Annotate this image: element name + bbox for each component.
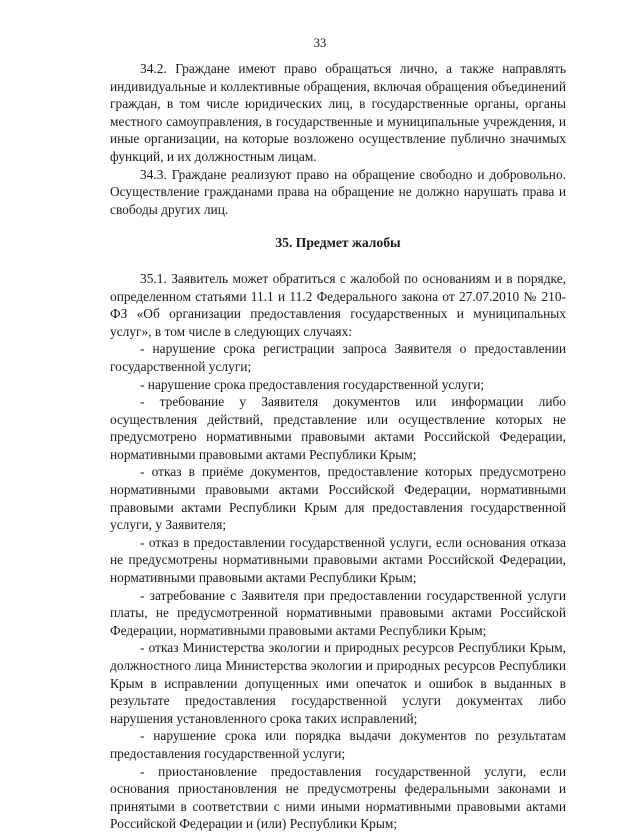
list-item: - нарушение срока или порядка выдачи документов по результатам предоставления государственной услуги; xyxy=(110,728,566,761)
list-item: - отказ в предоставлении государственной услуги, если основания отказа не предусмотрены нормативными правовыми актами Российской Федерации, нормативными правовыми актами Республики Крым; xyxy=(110,534,566,586)
list-item: - нарушение срока предоставления государственной услуги; xyxy=(140,376,485,392)
section-heading-35: 35. Предмет жалобы xyxy=(275,235,401,251)
list-item: - отказ Министерства экологии и природных ресурсов Республики Крым, должностного лица Министерства экологии и природных ресурсов Республики Крым в исправлении допущенных ими опечаток и ошибок в выданных в результате предоставления государственной услуги документах либо нарушения установленного срока таких исправлений; xyxy=(110,640,566,726)
complaint-grounds-list xyxy=(110,340,566,833)
list-item: - приостановление предоставления государственной услуги, если основания приостановления не предусмотрены федеральными законами и принятыми в соответствии с ними иными нормативными правовыми актами Российской Федерации и (или) Республики Крым; xyxy=(110,763,566,832)
paragraph-34-2: 34.2. Граждане имеют право обращаться лично, а также направлять индивидуальные и коллективные обращения, включая обращения объединений граждан, в том числе юридических лиц, в государственные органы, органы местного самоуправления, в государственные и муниципальные учреждения, и иные организации, на которые возложено осуществление публично значимых функций, и их должностным лицам. xyxy=(110,61,566,164)
list-item: - затребование с Заявителя при предоставлении государственной услуги платы, не предусмотренной нормативными правовыми актами Российской Федерации, нормативными правовыми актами Республики Крым; xyxy=(110,587,566,638)
page-content xyxy=(110,60,566,833)
paragraph-35-1: 35.1. Заявитель может обратиться с жалобой по основаниям и в порядке, определенном статьями 11.1 и 11.2 Федерального закона от 27.07.2010 № 210-ФЗ «Об организации предоставления государственных и муниципальных услуг», в том числе в следующих случаях: xyxy=(110,270,566,339)
page-number: 33 xyxy=(313,36,327,50)
list-item: - отказ в приёме документов, предоставление которых предусмотрено нормативными правовыми актами Российской Федерации, нормативными правовыми актами Республики Крым для предоставления государственной услуги, у Заявителя; xyxy=(110,464,566,533)
list-item: - требование у Заявителя документов или информации либо осуществления действий, представление или осуществление которых не предусмотрено нормативными правовыми актами Российской Федерации, нормативными правовыми актами Республики Крым; xyxy=(110,394,566,462)
paragraph-34-3: 34.3. Граждане реализуют право на обращение свободно и добровольно. Осуществление гражданами права на обращение не должно нарушать права и свободы других лиц. xyxy=(110,166,566,217)
list-item: - нарушение срока регистрации запроса Заявителя о предоставлении государственной услуги; xyxy=(110,341,566,374)
